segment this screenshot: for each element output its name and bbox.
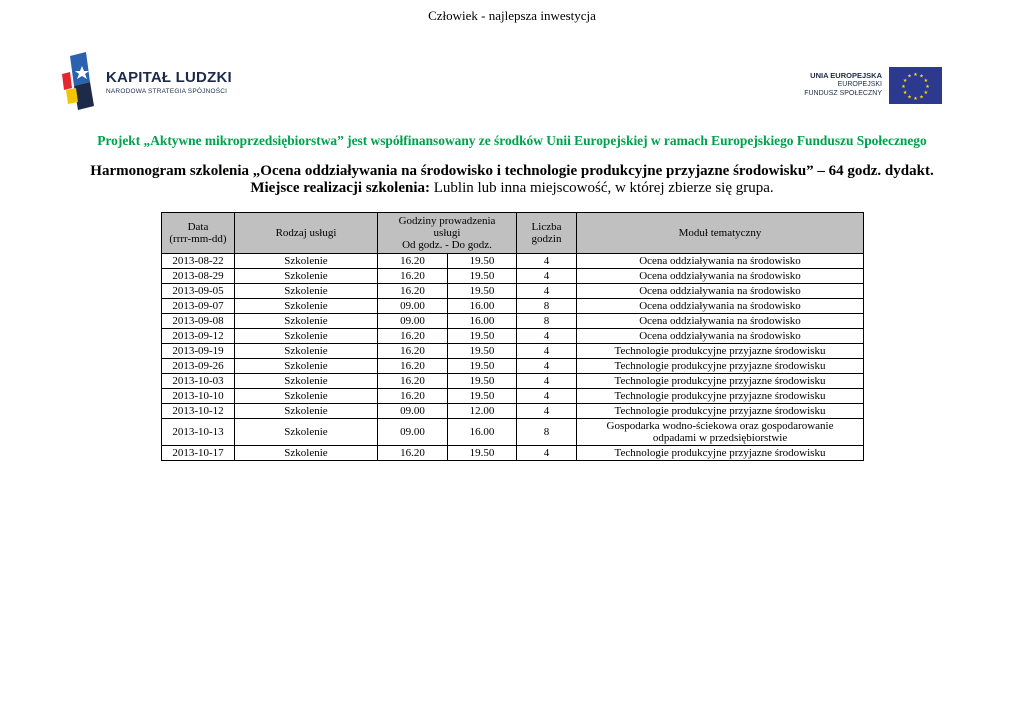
cell-type: Szkolenie — [235, 389, 378, 404]
cell-date: 2013-09-12 — [162, 329, 235, 344]
cell-type: Szkolenie — [235, 314, 378, 329]
training-location — [0, 180, 1024, 197]
cell-count: 4 — [517, 359, 577, 374]
cell-date: 2013-08-29 — [162, 269, 235, 284]
table-row — [162, 299, 864, 314]
cell-module-line2: odpadami w przedsiębiorstwie — [652, 432, 788, 444]
eu-logo-line2: EUROPEJSKI — [837, 81, 882, 88]
cell-to: 16.00 — [448, 419, 517, 446]
cell-to: 19.50 — [448, 269, 517, 284]
table-row — [162, 329, 864, 344]
cell-count: 4 — [517, 284, 577, 299]
col-header-date — [162, 213, 235, 254]
cell-from: 09.00 — [378, 299, 448, 314]
cell-date: 2013-08-22 — [162, 254, 235, 269]
cell-from: 09.00 — [378, 404, 448, 419]
cell-module: Ocena oddziaływania na środowisko — [577, 254, 864, 269]
cell-module: Technologie produkcyjne przyjazne środowisku — [577, 446, 864, 461]
cell-from: 09.00 — [378, 314, 448, 329]
svg-text:★: ★ — [919, 73, 924, 80]
cell-date: 2013-10-12 — [162, 404, 235, 419]
cell-count: 4 — [517, 389, 577, 404]
cell-module: Technologie produkcyjne przyjazne środowisku — [577, 389, 864, 404]
table-row — [162, 254, 864, 269]
svg-text:★: ★ — [925, 84, 930, 90]
svg-text:★: ★ — [907, 73, 912, 80]
cell-to: 19.50 — [448, 374, 517, 389]
cell-type: Szkolenie — [235, 446, 378, 461]
cell-to: 16.00 — [448, 314, 517, 329]
cell-from: 09.00 — [378, 419, 448, 446]
cell-to: 19.50 — [448, 359, 517, 374]
eu-flag-icon — [889, 67, 942, 104]
cell-count: 4 — [517, 344, 577, 359]
cell-from: 16.20 — [378, 269, 448, 284]
col-header-count-line2: godzin — [531, 233, 562, 245]
cell-to: 19.50 — [448, 446, 517, 461]
cell-to: 19.50 — [448, 254, 517, 269]
cell-from: 16.20 — [378, 359, 448, 374]
cell-date: 2013-10-13 — [162, 419, 235, 446]
cell-module: Ocena oddziaływania na środowisko — [577, 284, 864, 299]
cell-from: 16.20 — [378, 446, 448, 461]
cell-from: 16.20 — [378, 389, 448, 404]
cell-module-line1: Gospodarka wodno-ściekowa oraz gospodarowanie — [606, 420, 834, 432]
table-row — [162, 389, 864, 404]
cell-date: 2013-09-08 — [162, 314, 235, 329]
svg-text:★: ★ — [913, 72, 918, 78]
cell-type: Szkolenie — [235, 254, 378, 269]
col-header-type: Rodzaj usługi — [235, 213, 378, 254]
project-funding-note: Projekt „Aktywne mikroprzedsiębiorstwa” jest współfinansowany ze środków Unii Europejskiej w ramach Europejskiego Funduszu Społecznego — [97, 133, 927, 148]
table-row — [162, 404, 864, 419]
cell-type: Szkolenie — [235, 284, 378, 299]
cell-count: 4 — [517, 404, 577, 419]
cell-from: 16.20 — [378, 254, 448, 269]
cell-count: 4 — [517, 374, 577, 389]
svg-text:★: ★ — [901, 84, 906, 90]
cell-date: 2013-09-19 — [162, 344, 235, 359]
cell-module: Technologie produkcyjne przyjazne środowisku — [577, 359, 864, 374]
cell-count: 4 — [517, 269, 577, 284]
cell-from: 16.20 — [378, 344, 448, 359]
cell-type: Szkolenie — [235, 269, 378, 284]
svg-text:★: ★ — [902, 90, 908, 96]
col-header-hours — [378, 213, 517, 254]
cell-date: 2013-10-03 — [162, 374, 235, 389]
cell-type: Szkolenie — [235, 344, 378, 359]
cell-module: Technologie produkcyjne przyjazne środowisku — [577, 344, 864, 359]
cell-count: 8 — [517, 419, 577, 446]
document-title: Harmonogram szkolenia „Ocena oddziaływania na środowisko i technologie produkcyjne przyjazne środowisku” – 64 godz. dydakt. — [90, 163, 934, 179]
cell-type: Szkolenie — [235, 329, 378, 344]
kapital-ludzki-logo — [60, 52, 240, 110]
cell-to: 19.50 — [448, 284, 517, 299]
table-row — [162, 374, 864, 389]
cell-from: 16.20 — [378, 374, 448, 389]
svg-text:★: ★ — [923, 90, 929, 96]
svg-text:★: ★ — [902, 78, 908, 84]
cell-date: 2013-09-07 — [162, 299, 235, 314]
cell-from: 16.20 — [378, 329, 448, 344]
cell-module: Ocena oddziaływania na środowisko — [577, 269, 864, 284]
col-header-hours-line3: Od godz. - Do godz. — [402, 239, 492, 251]
col-header-hours-line1: Godziny prowadzenia — [398, 215, 496, 227]
cell-to: 19.50 — [448, 389, 517, 404]
col-header-date-line1: Data — [187, 221, 209, 233]
cell-type: Szkolenie — [235, 359, 378, 374]
eu-logo-text — [804, 71, 882, 98]
col-header-count-line1: Liczba — [531, 221, 562, 233]
cell-type: Szkolenie — [235, 299, 378, 314]
cell-date: 2013-10-10 — [162, 389, 235, 404]
cell-count: 4 — [517, 446, 577, 461]
table-row — [162, 314, 864, 329]
cell-date: 2013-09-05 — [162, 284, 235, 299]
col-header-date-line2: (rrrr-mm-dd) — [169, 233, 227, 245]
eu-efs-logo — [800, 66, 944, 106]
kapital-ludzki-emblem-icon — [60, 52, 104, 110]
cell-module: Ocena oddziaływania na środowisko — [577, 329, 864, 344]
cell-to: 16.00 — [448, 299, 517, 314]
table-row — [162, 359, 864, 374]
cell-module — [577, 419, 864, 446]
svg-text:★: ★ — [923, 78, 929, 84]
logo-left-title: KAPITAŁ LUDZKI — [106, 69, 232, 86]
table-header-row — [162, 213, 864, 254]
cell-from: 16.20 — [378, 284, 448, 299]
training-location-value: Lublin lub inna miejscowość, w której zbierze się grupa. — [430, 180, 774, 196]
cell-count: 8 — [517, 314, 577, 329]
schedule-table — [161, 212, 864, 461]
col-header-module: Moduł tematyczny — [577, 213, 864, 254]
svg-text:★: ★ — [919, 94, 924, 101]
eu-logo-line1: UNIA EUROPEJSKA — [810, 71, 882, 80]
logo-left-subtitle: NARODOWA STRATEGIA SPÓJNOŚCI — [106, 88, 228, 95]
table-row — [162, 446, 864, 461]
col-header-count — [517, 213, 577, 254]
cell-date: 2013-09-26 — [162, 359, 235, 374]
training-location-label: Miejsce realizacji szkolenia: — [250, 180, 430, 196]
cell-module: Technologie produkcyjne przyjazne środowisku — [577, 404, 864, 419]
cell-to: 19.50 — [448, 329, 517, 344]
eu-logo-line3: FUNDUSZ SPOŁECZNY — [804, 90, 882, 97]
cell-type: Szkolenie — [235, 404, 378, 419]
cell-count: 4 — [517, 254, 577, 269]
cell-module: Ocena oddziaływania na środowisko — [577, 299, 864, 314]
cell-count: 8 — [517, 299, 577, 314]
cell-count: 4 — [517, 329, 577, 344]
cell-module: Ocena oddziaływania na środowisko — [577, 314, 864, 329]
table-row — [162, 344, 864, 359]
cell-date: 2013-10-17 — [162, 446, 235, 461]
table-row — [162, 284, 864, 299]
table-row — [162, 269, 864, 284]
cell-to: 12.00 — [448, 404, 517, 419]
col-header-hours-line2: usługi — [433, 227, 461, 239]
cell-module: Technologie produkcyjne przyjazne środowisku — [577, 374, 864, 389]
cell-type: Szkolenie — [235, 419, 378, 446]
svg-text:★: ★ — [907, 94, 912, 101]
cell-type: Szkolenie — [235, 374, 378, 389]
table-row — [162, 419, 864, 446]
page-header-text: Człowiek - najlepsza inwestycja — [428, 8, 596, 23]
cell-to: 19.50 — [448, 344, 517, 359]
svg-text:★: ★ — [913, 96, 918, 102]
